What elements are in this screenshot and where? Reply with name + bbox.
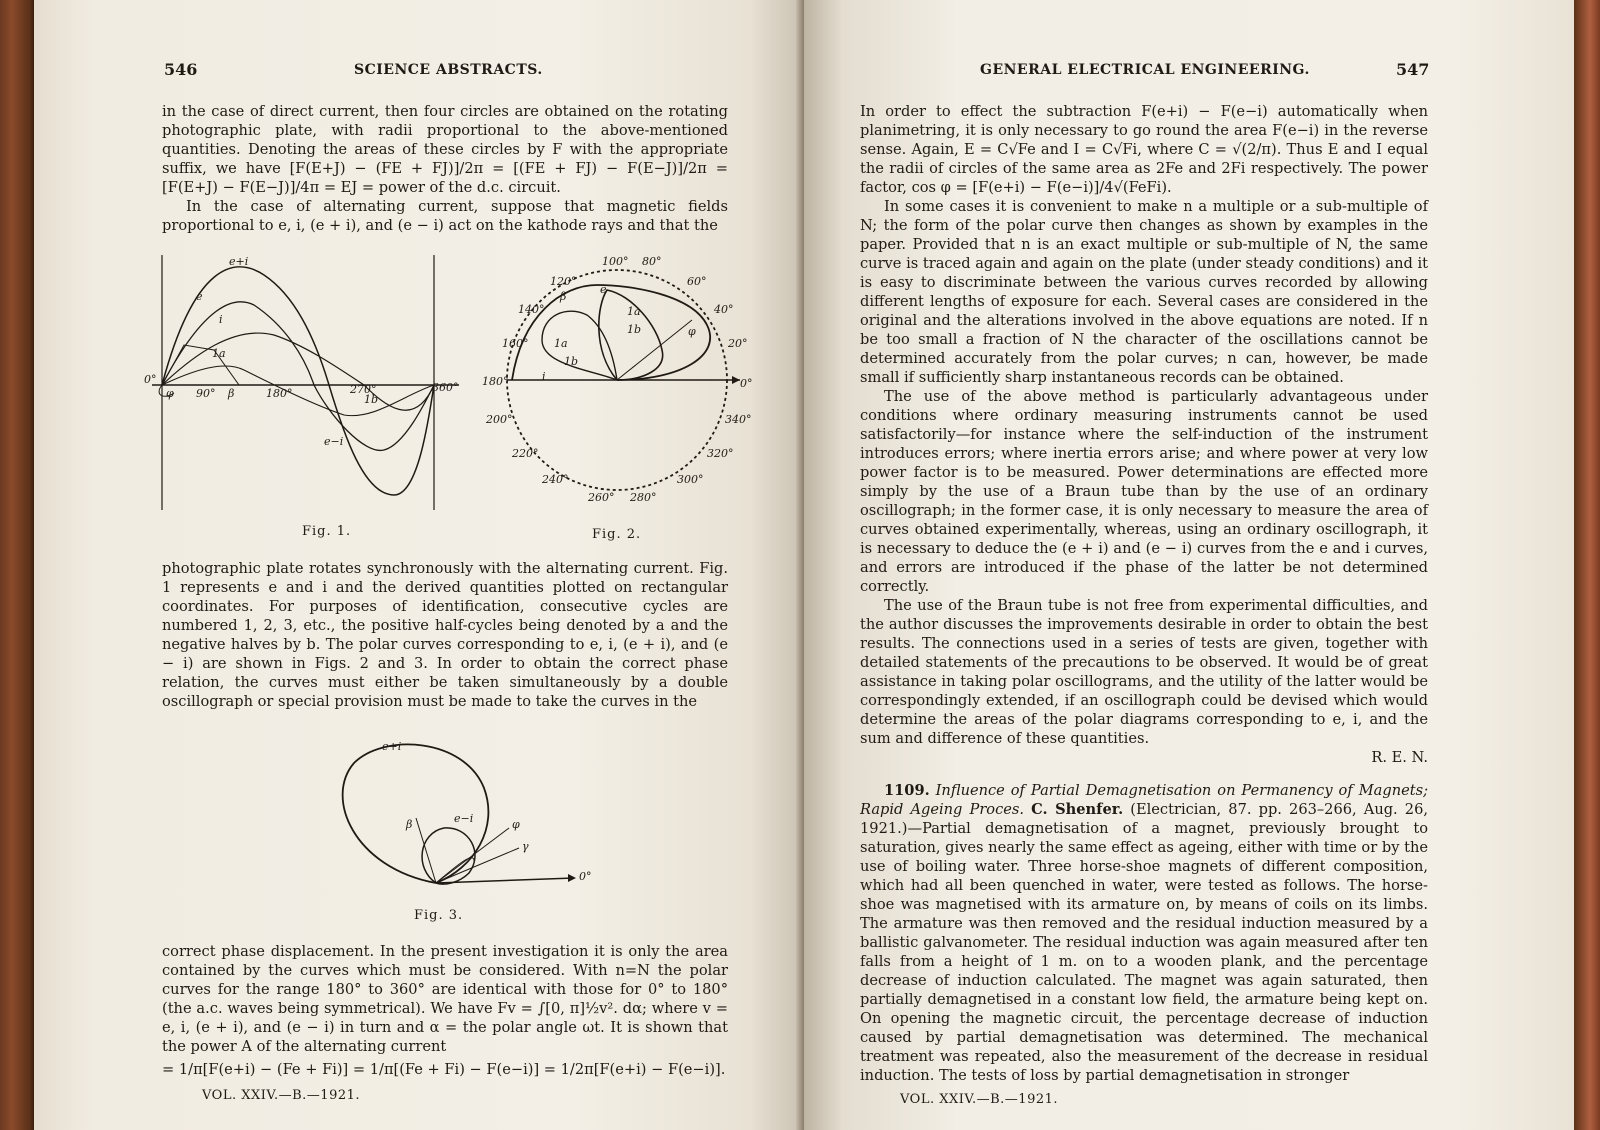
- fig2-label-80: 80°: [642, 255, 662, 268]
- right-paragraph-2: In some cases it is convenient to make n a multiple or a sub-multiple of N; the form of the polar curve then changes as shown by examples in the paper. Provided that n is an exact multiple or sub-multiple of N, the same curve is traced again and again on the plate (under steady conditions) and it is easy to discriminate between the various curves recorded by allowing different lengths of exposure for each. Several cases are considered in the original and the alterations involved in the above equations are noted. If n be too small a fraction of N the character of the oscillations cannot be determined accurately from the polar curves; n can, however, be made small if sufficiently sharp instantaneous records can be obtained.: [860, 198, 1428, 386]
- fig2-label-300: 300°: [677, 473, 704, 486]
- figure-2: [482, 255, 752, 505]
- fig1-curve-1a: [162, 345, 239, 385]
- fig2-label-160: 160°: [502, 337, 529, 350]
- fig2-label-260: 260°: [588, 491, 615, 504]
- footer-left: VOL. XXIV.—B.—1921.: [202, 1088, 361, 1103]
- running-head-left: SCIENCE ABSTRACTS.: [354, 62, 543, 78]
- left-page: [34, 0, 804, 1130]
- fig3-label-beta: β: [406, 818, 413, 831]
- fig2-label-40: 40°: [714, 303, 734, 316]
- fig2-label-1b-left: 1b: [564, 355, 579, 368]
- left-top-text: [162, 102, 728, 235]
- page-number-right: 547: [1396, 60, 1430, 79]
- fig1-label-360: 360°: [432, 381, 459, 394]
- figure-1: [144, 245, 464, 520]
- fig2-label-320: 320°: [707, 447, 734, 460]
- fig2-label-100: 100°: [602, 255, 629, 268]
- fig1-label-e-plus-i: e+i: [229, 255, 249, 268]
- fig2-label-220: 220°: [512, 447, 539, 460]
- footer-right: VOL. XXIV.—B.—1921.: [900, 1092, 1059, 1107]
- fig1-label-180: 180°: [266, 387, 293, 400]
- fig2-label-140: 140°: [518, 303, 545, 316]
- fig1-label-i: i: [219, 313, 223, 326]
- abstract-title: Influence of Partial Demagnetisation on Permanency of Magnets; Rapid Ageing Proces.: [860, 782, 1428, 818]
- abstract-1109: [860, 781, 1428, 1085]
- fig3-arrowhead: [568, 874, 576, 882]
- left-paragraph-4: correct phase displacement. In the present investigation it is only the area contained by the curves which must be considered. With n=N the polar curves for the range 180° to 360° are identical with those for 0° to 180° (the a.c. waves being symmetrical). We have Fv = ∫[0, π]½v². dα; where v = e, i, (e + i), and (e − i) in turn and α = the polar angle ωt. It is shown that the power A of the alternating current: [162, 943, 728, 1055]
- fig1-label-1a: 1a: [212, 347, 226, 360]
- fig2-label-240: 240°: [542, 473, 569, 486]
- fig2-label-1b-top: 1b: [627, 323, 642, 336]
- fig3-label-gamma: γ: [522, 840, 529, 853]
- fig3-label-e-plus-i: e+i: [382, 740, 402, 753]
- fig2-label-beta: β: [560, 290, 567, 303]
- fig1-curve-e-plus-i: [162, 267, 434, 495]
- fig3-caption: Fig. 3.: [414, 908, 464, 923]
- fig1-label-e: e: [196, 290, 203, 303]
- fig3-curve-e-minus-i: [422, 828, 475, 884]
- fig3-radial-gamma: [436, 848, 519, 883]
- fig2-label-180: 180°: [482, 375, 509, 388]
- left-paragraph-1: in the case of direct current, then four circles are obtained on the rotating photographic plate, with radii proportional to the above-mentioned quantities. Denoting the areas of these circles by F with the appropriate suffix, we have [F(E+J) − (FE + FJ)]/2π = [(FE + FJ) − F(E−J)]/2π = [F(E+J) − F(E−J)]/4π = EJ = power of the d.c. circuit.: [162, 103, 728, 196]
- fig2-label-i: i: [542, 370, 546, 383]
- fig1-label-zero: 0°: [144, 373, 157, 386]
- left-paragraph-3: photographic plate rotates synchronously with the alternating current. Fig. 1 represents e and i and the derived quantities plotted on rectangular coordinates. For purposes of identification, consecutive cycles are numbered 1, 2, 3, etc., the positive half-cycles being denoted by a and the negative halves by b. The polar curves corresponding to e, i, (e + i), and (e − i) are shown in Figs. 2 and 3. In order to obtain the correct phase relation, the curves must either be taken simultaneously by a double oscillograph or special provision must be made to take the curves in the: [162, 560, 728, 710]
- fig2-label-1a-left: 1a: [554, 337, 568, 350]
- left-paragraph-2: In the case of alternating current, suppose that magnetic fields proportional to e, i, (e + i), and (e − i) act on the kathode rays and that the: [162, 198, 728, 234]
- fig1-label-90: 90°: [196, 387, 216, 400]
- figure-3: [294, 728, 614, 908]
- right-page: [804, 0, 1574, 1130]
- left-bottom-text: [162, 942, 728, 1079]
- abstract-body: (Electrician, 87. pp. 263–266, Aug. 26, 1921.)—Partial demagnetisation of a magnet, previously brought to saturation, gives nearly the same effect as ageing, either with time or by the use of boiling water. Three horse-shoe magnets of different composition, which had all been quenched in water, were tested as follows. The horse-shoe was magnetised with its armature on, by means of coils on its limbs. The armature was then removed and the residual induction measured by a ballistic galvanometer. The residual induction was again measured after ten falls from a height of 1 m. on to a wooden plank, and the percentage decrease of induction calculated. The magnet was again saturated, then partially demagnetised in a constant low field, the armature being kept on. On opening the magnetic circuit, the percentage decrease of induction caused by partial demagnetisation was determined. The mechanical treatment was repeated, also the measurement of the decrease in residual induction. The tests of loss by partial demagnetisation in stronger: [860, 801, 1429, 1084]
- fig3-label-phi: φ: [512, 818, 520, 831]
- fig2-label-200: 200°: [486, 413, 513, 426]
- fig2-caption: Fig. 2.: [592, 527, 642, 542]
- fig1-label-1b: 1b: [364, 393, 379, 406]
- left-middle-text: [162, 559, 728, 711]
- signature: R. E. N.: [1371, 749, 1428, 766]
- fig2-label-1a-top: 1a: [627, 305, 641, 318]
- abstract-number: 1109.: [884, 782, 930, 799]
- fig3-radial-phi: [436, 828, 509, 883]
- fig2-label-phi: φ: [688, 325, 696, 338]
- running-head-right: GENERAL ELECTRICAL ENGINEERING.: [980, 62, 1310, 78]
- right-text: [860, 102, 1428, 1085]
- fig3-label-e-minus-i: e−i: [454, 812, 474, 825]
- fig3-label-zero: 0°: [579, 870, 592, 883]
- fig1-caption: Fig. 1.: [302, 524, 352, 539]
- fig2-label-60: 60°: [687, 275, 707, 288]
- fig2-label-0: 0°: [740, 377, 753, 390]
- page-number-left: 546: [164, 60, 198, 79]
- right-paragraph-3: The use of the above method is particularly advantageous under conditions where ordinary measuring instruments cannot be used satisfactorily—for instance where the self-induction of the instrument introduces errors; where inertia errors arise; and where power at very low power factor is to be measured. Power determinations are effected more simply by the use of a Braun tube than by the use of an ordinary oscillograph; in the former case, it is only necessary to measure the area of curves obtained experimentally, whereas, using an ordinary oscillograph, it is necessary to deduce the (e + i) and (e − i) curves from the e and i curves, and errors are introduced if the phase of the latter be not determined correctly.: [860, 388, 1428, 595]
- fig1-label-e-minus-i: e−i: [324, 435, 344, 448]
- abstract-author: C. Shenfer.: [1031, 801, 1124, 818]
- right-paragraph-1: In order to effect the subtraction F(e+i) − F(e−i) automatically when planimetring, it is only necessary to go round the area F(e−i) in the reverse sense. Again, E = C√Fe and I = C√Fi, where C = √(2/π). Thus E and I equal the radii of circles of the same area as 2Fe and 2Fi respectively. The power factor, cos φ = [F(e+i) − F(e−i)]/4√(FeFi).: [860, 103, 1428, 196]
- fig2-label-280: 280°: [630, 491, 657, 504]
- fig1-label-beta: β: [228, 387, 235, 400]
- fig2-arrowhead: [732, 376, 740, 384]
- fig2-label-20: 20°: [728, 337, 748, 350]
- fig2-label-120: 120°: [550, 275, 577, 288]
- fig1-curve-e: [162, 302, 434, 451]
- fig2-label-e: e: [600, 283, 607, 296]
- fig1-label-phi: φ: [166, 387, 174, 400]
- fig1-label-270: 270°: [350, 383, 377, 396]
- left-equation: = 1/π[F(e+i) − (Fe + Fi)] = 1/π[(Fe + Fi) − F(e−i)] = 1/2π[F(e+i) − F(e−i)].: [162, 1061, 726, 1078]
- fig2-curve-e-plus-i: [512, 285, 710, 380]
- fig2-label-340: 340°: [725, 413, 752, 426]
- right-paragraph-4: The use of the Braun tube is not free from experimental difficulties, and the author discusses the improvements desirable in order to obtain the best results. The connections used in a series of tests are given, together with detailed statements of the precautions to be observed. It would be of great assistance in taking polar oscillograms, and the utility of the latter would be correspondingly extended, if an oscillograph could be devised which would determine the areas of the polar diagrams corresponding to e, i, and the sum and difference of these quantities.: [860, 597, 1428, 747]
